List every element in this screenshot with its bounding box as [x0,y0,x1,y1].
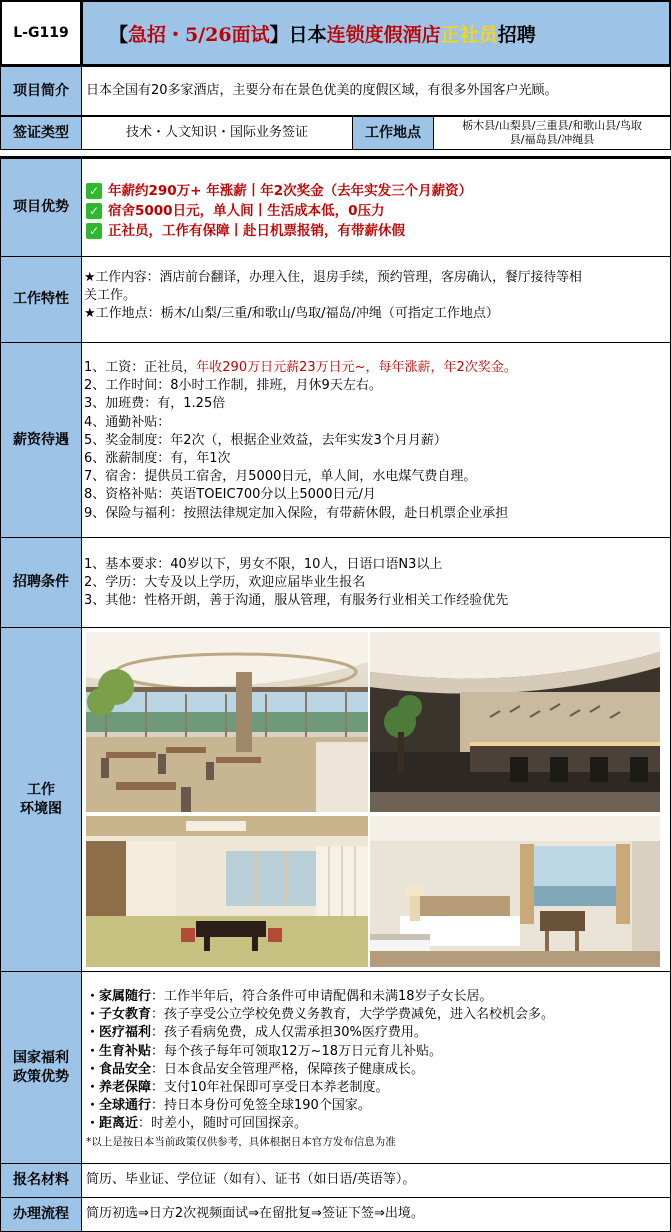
salary-item: 3、加班费：有，1.25倍 [84,396,226,412]
environment-label-line1: 工作 [27,781,55,798]
requirements-cell [81,537,671,628]
salary-cell [81,342,671,538]
header-code-cell [0,0,82,66]
salary-item: 2、工作时间：8小时工作制，排班，月休9天左右。 [84,378,382,394]
policy-item-head: ・医疗福利 [86,1025,152,1041]
advantage-text: 年薪约290万+ 年涨薪丨年2次奖金（去年实发三个月薪资） [108,183,473,199]
salary-item: 9、保险与福利：按照法律规定加入保险，有带薪休假，赴日机票企业承担 [84,505,509,521]
title-part3: 正社员 [440,23,498,46]
policy-item-head: ・家属随行 [86,989,152,1004]
visa-label: 签证类型 [0,116,82,150]
salary-item [84,359,670,377]
policy-item-text: ：日本食品安全管理严格，保障孩子健康成长。 [151,1061,425,1077]
policy-cell [81,971,671,1164]
intro-text: 日本全国有20多家酒店，主要分布在景色优美的度假区域，有很多外国客户光顾。 [86,82,558,98]
policy-item-text: ：孩子享受公立学校免费义务教育，大学学费减免，进入名校机会多。 [151,1007,555,1023]
policy-item-text: ：支付10年社保即可享受日本养老制度。 [151,1080,389,1096]
check-icon: ✓ [86,203,102,219]
location-label: 工作地点 [352,116,434,150]
advantage-text: 正社员，工作有保障丨赴日机票报销，有带薪休假 [108,223,405,239]
advantage-text: 宿舍5000日元，单人间丨生活成本低，0压力 [108,203,385,219]
policy-item-text: ：每个孩子每年可领取12万~18万日元育儿补贴。 [151,1043,442,1059]
policy-item-text: ：持日本身份可免签全球190个国家。 [151,1098,371,1114]
salary-item: 7、宿舍：提供员工宿舍，月5000日元，单人间，水电煤气费自理。 [84,469,477,485]
policy-label-line2: 政策优势 [13,1068,69,1085]
policy-item-head: ・全球通行 [86,1098,152,1114]
policy-item-text: ：孩子看病免费，成人仅需承担30%医疗费用。 [151,1025,427,1041]
advantage-item [86,201,670,221]
japanese-room-photo [86,816,368,967]
salary-item: 6、涨薪制度：有，年1次 [84,451,231,467]
title-bracket-close: 】 [269,23,289,46]
page-title [109,20,536,47]
features-line: ★工作内容：酒店前台翻译，办理入住，退房手续，预约管理，客房确认，餐厅接待等相 [84,270,582,285]
requirement-item: 2、学历：大专及以上学历，欢迎应届毕业生报名 [84,575,366,591]
policy-item [86,1061,670,1079]
location-cell [433,116,671,150]
salary-item: 4、通勤补贴： [84,414,171,430]
requirements-label: 招聘条件 [0,537,82,628]
policy-item-text: ：工作半年后，符合条件可申请配偶和未满18岁子女长居。 [151,989,493,1004]
environment-photos-cell [81,627,671,972]
process-text: 简历初选⇒日方2次视频面试⇒在留批复⇒签证下签⇒出境。 [86,1206,424,1222]
features-line: 关工作。 [84,288,137,304]
environment-label [0,627,82,972]
policy-item-head: ・养老保障 [86,1080,152,1096]
visa-value: 技术・人文知识・国际业务签证 [125,124,308,140]
header-title-cell [81,0,671,66]
policy-item [86,1024,670,1042]
salary-item: 8、资格补贴：英语TOEIC700分以上5000日元/月 [84,487,376,503]
intro-label: 项目简介 [0,66,82,116]
environment-label-line2: 环境图 [20,800,62,817]
policy-item [86,1115,670,1133]
materials-cell [81,1163,671,1198]
process-label: 办理流程 [0,1197,82,1232]
title-part2: 连锁度假酒店 [326,23,441,46]
policy-item [86,1006,670,1024]
title-part4: 招聘 [497,23,536,46]
restaurant-photo [86,632,368,812]
policy-item-head: ・距离近 [86,1116,139,1132]
policy-item-head: ・食品安全 [86,1061,152,1077]
process-cell [81,1197,671,1232]
location-line1: 栃木县/山梨县/三重县/和歌山县/鸟取 [462,119,642,132]
policy-note: *以上是按日本当前政策仅供参考，具体根据日本官方发布信息为准 [86,1135,396,1148]
title-urgent: 急招・5/26面试 [128,23,270,46]
features-label: 工作特性 [0,256,82,343]
salary-label: 薪资待遇 [0,342,82,538]
policy-item-text: ：时差小，随时可回国探亲。 [138,1116,308,1132]
features-line: ★工作地点：栃木/山梨/三重/和歌山/鸟取/福岛/冲绳（可指定工作地点） [84,306,499,322]
requirement-item: 3、其他：性格开朗，善于沟通，服从管理，有服务行业相关工作经验优先 [84,593,509,609]
materials-label: 报名材料 [0,1163,82,1198]
salary-item1-prefix: 1、工资：正社员， [84,360,197,375]
check-icon: ✓ [86,183,102,199]
policy-item [86,1079,670,1097]
advantages-cell [81,158,671,257]
policy-label-line1: 国家福利 [13,1049,69,1066]
policy-item [86,1043,670,1061]
job-code: L-G119 [13,25,69,41]
title-part1: 日本 [288,23,327,46]
policy-label [0,971,82,1164]
features-cell [81,256,671,343]
western-room-photo [370,816,660,967]
policy-item [86,988,670,1006]
intro-cell [81,66,671,116]
requirement-item: 1、基本要求：40岁以下，男女不限，10人，日语口语N3以上 [84,557,443,572]
salary-item: 5、奖金制度：年2次（，根据企业效益，去年实发3个月月薪） [84,432,447,448]
salary-item1-highlight: 年收290万日元薪23万日元~，每年涨薪，年2次奖金。 [196,360,517,375]
policy-item-head: ・子女教育 [86,1007,152,1023]
advantage-item [86,221,670,241]
location-line2: 县/福岛县/冲绳县 [509,133,595,146]
advantage-item [86,181,670,201]
policy-item [86,1097,670,1115]
lobby-photo [370,632,660,812]
visa-value-cell [81,116,353,150]
check-icon: ✓ [86,223,102,239]
title-bracket-open: 【 [109,23,129,46]
materials-text: 简历、毕业证、学位证（如有）、证书（如日语/英语等）。 [86,1172,416,1188]
advantages-label: 项目优势 [0,158,82,257]
policy-item-head: ・生育补贴 [86,1043,152,1059]
